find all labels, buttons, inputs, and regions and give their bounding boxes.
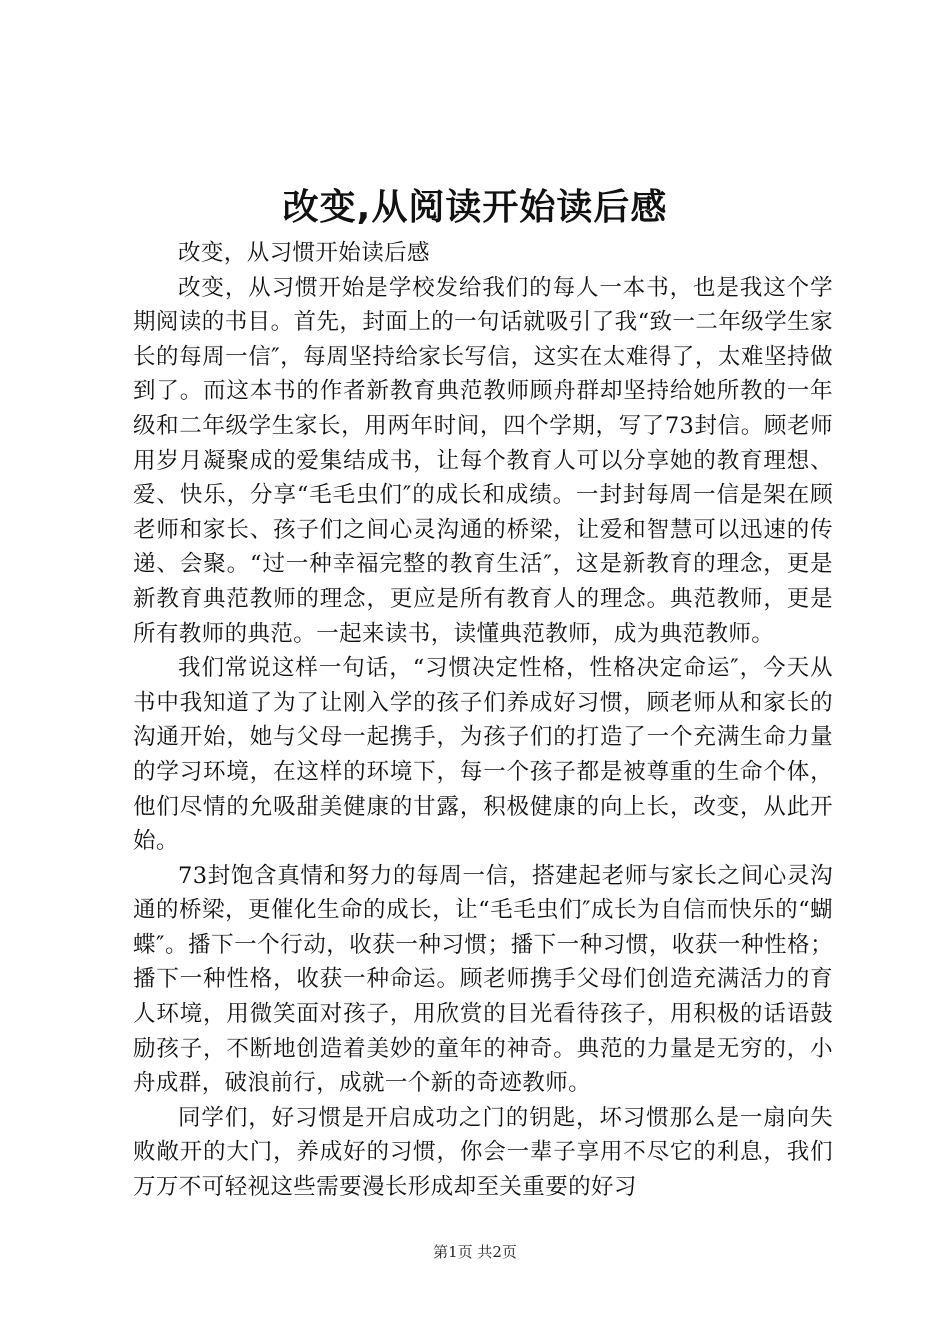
document-body (133, 236, 833, 1205)
page-footer: 第1页 共2页 (433, 1243, 517, 1261)
paragraph: 73封饱含真情和努力的每周一信，搭建起老师与家长之间心灵沟通的桥梁，更催化生命的成长，让“毛毛虫们″成长为自信而快乐的“蝴蝶″。播下一个行动，收获一种习惯；播下一种习惯，收获一种性格；播下一种性格，收获一种命运。顾老师携手父母们创造充满活力的育人环境，用微笑面对孩子，用欣赏的目光看待孩子，用积极的话语鼓励孩子，不断地创造着美妙的童年的神奇。典范的力量是无穷的，小舟成群，破浪前行，成就一个新的奇迹教师。 (133, 862, 833, 1097)
paragraph: 改变，从习惯开始是学校发给我们的每人一本书，也是我这个学期阅读的书目。首先，封面上的一句话就吸引了我“致一二年级学生家长的每周一信″，每周坚持给家长写信，这实在太难得了，太难坚持做到了。而这本书的作者新教育典范教师顾舟群却坚持给她所教的一年级和二年级学生家长，用两年时间，四个学期，写了73封信。顾老师用岁月凝聚成的爱集结成书，让每个教育人可以分享她的教育理想、爱、快乐，分享“毛毛虫们″的成长和成绩。一封封每周一信是架在顾老师和家长、孩子们之间心灵沟通的桥梁，让爱和智慧可以迅速的传递、会聚。“过一种幸福完整的教育生活″，这是新教育的理念，更是新教育典范教师的理念，更应是所有教育人的理念。典范教师，更是所有教师的典范。一起来读书，读懂典范教师，成为典范教师。 (133, 274, 833, 647)
paragraph: 同学们，好习惯是开启成功之门的钥匙，坏习惯那么是一扇向失败敞开的大门，养成好的习惯，你会一辈子享用不尽它的利息，我们万万不可轻视这些需要漫长形成却至关重要的好习 (133, 1104, 833, 1201)
paragraph: 我们常说这样一句话，“习惯决定性格，性格决定命运″，今天从书中我知道了为了让刚入学的孩子们养成好习惯，顾老师从和家长的沟通开始，她与父母一起携手，为孩子们的打造了一个充满生命力量的学习环境，在这样的环境下，每一个孩子都是被尊重的生命个体，他们尽情的允吸甜美健康的甘露，积极健康的向上长，改变，从此开始。 (133, 655, 833, 855)
document-title: 改变,从阅读开始读后感 (282, 187, 668, 228)
paragraph-subtitle: 改变，从习惯开始读后感 (178, 240, 430, 266)
